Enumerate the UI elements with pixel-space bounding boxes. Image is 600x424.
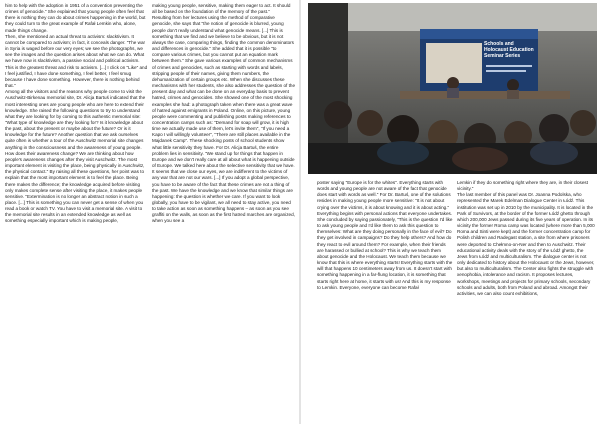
paragraph: Lemkin if they do something right where they are, in their closest vicinity." — [457, 180, 588, 192]
seminar-photo-image — [308, 3, 597, 174]
page-gutter — [299, 0, 301, 424]
paragraph: making young people, sensitive, making them eager to act. It should all be based on the foundation of the memory of the past." — [152, 3, 291, 15]
left-page-column-1 — [5, 3, 148, 421]
paragraph: Resulting from her lectures using the method of comparative genocide, she says that "the notion of genocide is blurred, young people don't really understand what genocide means. [...] This is something that we find and we believe to be obvious, but it is not always the case, comparing things, finding the common denominators and differences in genocide." She added that it is possible "to compare various crimes, but you cannot put an equation mark between them." She gave various examples of common mechanisms of crimes and genocides, such as starting with words and labels, stripping people of their names, giving them numbers, the dehumanization of certain groups etc. When she discusses these mechanisms with her students, she also addresses the question of the present day and what can be done on an everyday basis to prevent hatred, crimes and genocides. She showed one of the most shocking examples she had: a photograph taken when there was a great wave of hatred against emigrants in Poland. Online, on this picture, young people were commenting and publishing posts making references to concentration camps such as: "Demand for soap will grow, it is high time we actually made use of them, let's invite them", "If you need a Kapo I will willingly volunteer", "There are still places available in the Majdanek Camp". These shocking posts of school students show what little sensitivity they have. For Dr. Alicja Bartuś, the entire problem lies in sensitivity. "We stand up for things that happen in Europe and we don't really care at all about what is happening outside of Europe. We talked here about the selective sensitivity that we have. It seems that we close our eyes, we are indifferent to the victims of any war that are not our wars. [...] If you adopt a global perspective, you have to be aware of the fact that these crimes are not a thing of the past. We have the knowledge and we know that similar things are happening: the question is whether we care. If you want to look globally, you have to be vigilant, we all need to stay active, you need to take action as soon as something happens – as soon as you see graffiti on the walls, as soon as the first hatred marches are organized, when you see a — [152, 15, 295, 224]
paragraph: him to help with the adoption in 1951 of a convention preventing the crimes of genocide." She explained that young people often feel that there is nothing they can do about crimes happening in the world, but they could turn to the great example of Rafał Lemkin who, alone, made things change. — [5, 3, 146, 33]
left-page-column-2 — [152, 3, 295, 421]
paragraph: Among all the visitors and the reasons why people come to visit the Auschwitz-Birkenau memorial site, Dr. Alicja Bartuś indicated that the most interesting ones are young people who are here to extend their knowledge. She raised the following questions to try to understand what they are looking for by coming to this authentic memorial site: "What type of knowledge are they looking for? Is it knowledge about the past, about the present or maybe about the future? Or is it knowledge for the future? Another question that we ask ourselves quite often is whether a tour of the Auschwitz memorial site changes anything in the consciousness and the awareness of young people. How does their awareness change? We are thinking about how people's awareness changes after they visit Auschwitz. The most important element is visiting the place, being physically in Auschwitz, the physical contact." By raising all these questions, her point was to explain that the most important element is to feel the place. Being there makes the difference; the knowledge acquired before visiting only makes complete sense after visiting the place, it makes people sensitive. "Extermination is no longer an abstract notion in such a place. [...] This is something you can never get a sense of when you read a book or watch TV. You have to visit a memorial site. A visit to the memorial site results in an extended knowledge as well as something especially important which is making people, — [5, 89, 146, 224]
projector-screen-title: Schools and Holocaust Education Seminar Series — [484, 41, 534, 59]
right-page-column-2 — [457, 180, 595, 420]
paragraph: Then, she mentioned an actual threat to activism: slacktivism. It cannot be compared to activism; in fact, it conceals danger. "The war in Syria is waged before our very eyes; we see the photographs, we see the images and the question arises about what we can do. What we have now is slacktivism, a passive social and political activism. This is the greatest threat and risk to activism. [...] I click on "Like" and I feel justified, I have done something, I feel better, I feel smug because I have done something. However, there is nothing behind that." — [5, 33, 148, 89]
right-page-column-1 — [317, 180, 453, 420]
paragraph: poster saying "Europe is for the whites". Everything starts with words and young people are not aware of the fact that genocide does start with words as well." For Dr. Bartuś, one of the solutions resides in making young people more sensitive: "It is not about crying over the victims, it is about knowing and it is about acting." Everything begins with personal actions that everyone undertakes. She concluded by saying passionately, "This is the question I'd like to ask young people and I'd like them to ask this question to themselves: What are they doing personally in the face of evil? Do they get involved in campaigns? Do they help others? And how do they react to evil around them? For example, when their friends are harassed or bullied at school? This is why we teach them about genocide and the Holocaust. We teach them because we know that this is where everything starts! Everything starts with the will that happens 10 centimeters away from us. It doesn't start with something happening in a far-flung location, it is something that starts right here at home, it starts with us! And this is my response to Lemkin. Everyone, everyone can become Rafał — [317, 180, 453, 290]
paragraph: The last member of this panel was Dr. Joanna Podolska, who represented the Marek Edelman Dialogue Center in Łódź. This institution was set up in 2010 by the municipality. It is located in the Park of Survivors, at the border of the former Łódź ghetto through which 200,000 Jews passed during its five years of operation. In its vicinity the former Roma camp was located (where more than 5,000 Roma and Sinti were kept) and the former concentration camp for Polish children and Radegast station, a site from where prisoners were deported to Chełmno-on-Ner and then to Auschwitz. Their educational activity deals with the story of the Łódź ghetto, the Jews from Łódź and multiculturalism. The dialogue center is not only dedicated to history about the Holocaust or the Jews, however, but also to multiculturalism. The Center also fights the struggle with xenophobia, intolerance and racism. It proposes lectures, workshops, meetings and projects for primary schools, secondary schools and adults, both from Poland and abroad. Amongst their activities, we can also count exhibitions, — [457, 192, 595, 296]
seminar-photo — [308, 3, 597, 174]
